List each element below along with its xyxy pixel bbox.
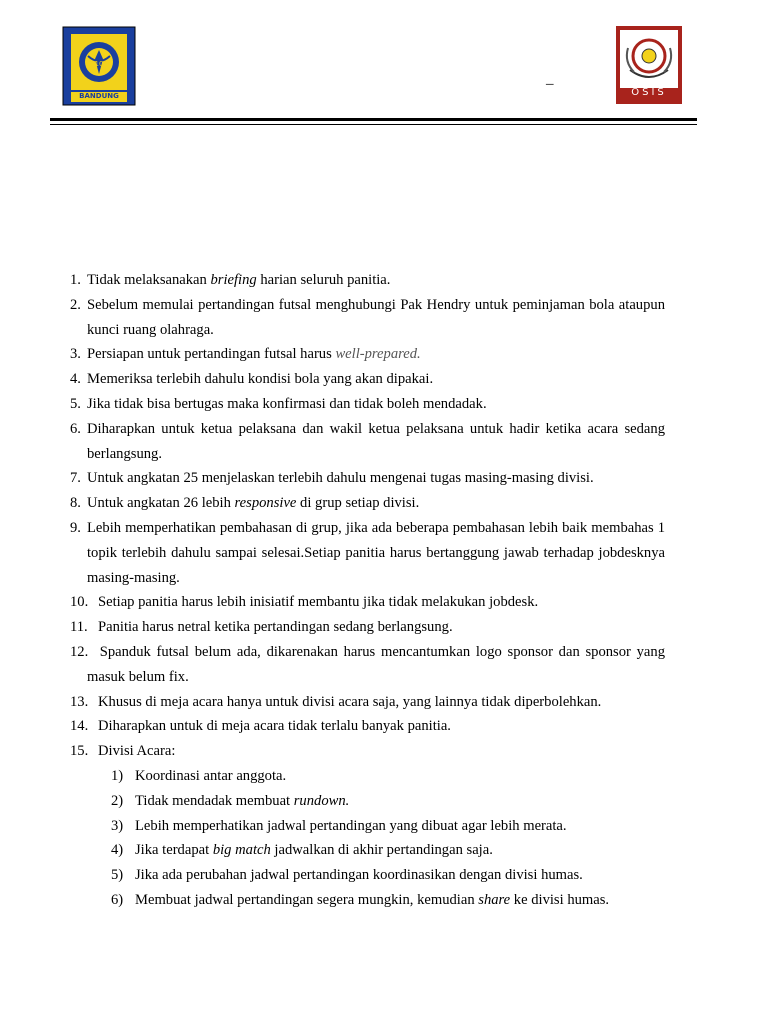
list-item: 1. Tidak melaksanakan briefing harian seluruh panitia. <box>70 272 391 288</box>
svg-text:10: 10 <box>94 60 104 68</box>
header-rule-thick <box>50 118 697 121</box>
list-item: 10. Setiap panitia harus lebih inisiatif membantu jika tidak melakukan jobdesk. <box>70 594 539 611</box>
sub-list-item: 6) Membuat jadwal pertandingan segera mungkin, kemudian share ke divisi humas. <box>111 891 610 908</box>
header-rule-thin <box>50 124 697 125</box>
list-item: 12. Spanduk futsal belum ada, dikarenakan harus mencantumkan logo sponsor dan sponsor yang masuk belum fix. <box>70 643 666 685</box>
list-item: 5. Jika tidak bisa bertugas maka konfirmasi dan tidak boleh mendadak. <box>70 395 487 412</box>
sub-list-item: 4) Jika terdapat big match jadwalkan di akhir pertandingan saja. <box>111 842 493 859</box>
list-item: 6. Diharapkan untuk ketua pelaksana dan wakil ketua pelaksana untuk hadir ketika acara sedang berlangsung. <box>70 420 665 462</box>
sub-list-item: 1) Koordinasi antar anggota. <box>111 767 287 784</box>
list-item: 3. Persiapan untuk pertandingan futsal harus well-prepared. <box>70 346 421 363</box>
list-item: 13. Khusus di meja acara hanya untuk divisi acara saja, yang lainnya tidak diperbolehkan. <box>70 693 602 710</box>
list-item: 14. Diharapkan untuk di meja acara tidak terlalu banyak panitia. <box>70 718 451 735</box>
list-item: 4. Memeriksa terlebih dahulu kondisi bola yang akan dipakai. <box>70 371 434 388</box>
list-item: 11. Panitia harus netral ketika pertandingan sedang berlangsung. <box>70 619 453 636</box>
sub-list-item: 5) Jika ada perubahan jadwal pertandingan koordinasikan dengan divisi humas. <box>111 867 583 884</box>
emblem-city-label: BANDUNG <box>79 92 119 100</box>
sub-list-item: 2) Tidak mendadak membuat rundown. <box>111 792 350 809</box>
header-dash: – <box>546 76 554 92</box>
osis-label: OSIS <box>631 87 667 98</box>
list-item: 15. Divisi Acara: <box>70 743 176 760</box>
sub-list-item: 3) Lebih memperhatikan jadwal pertandingan yang dibuat agar lebih merata. <box>111 817 567 834</box>
list-item: 2. Sebelum memulai pertandingan futsal menghubungi Pak Hendry untuk peminjaman bola ataupun kunci ruang olahraga. <box>70 296 665 338</box>
evaluation-list <box>70 268 665 913</box>
list-item: 8. Untuk angkatan 26 lebih responsive di grup setiap divisi. <box>70 495 420 512</box>
list-item: 7. Untuk angkatan 25 menjelaskan terlebih dahulu mengenai tugas masing-masing divisi. <box>70 470 594 487</box>
list-item: 9. Lebih memperhatikan pembahasan di grup, jika ada beberapa pembahasan lebih baik membahas 1 topik terlebih dahulu sampai selesai.Setiap panitia harus bertanggung jawab terhadap jobdesknya masing-masing. <box>70 519 665 586</box>
